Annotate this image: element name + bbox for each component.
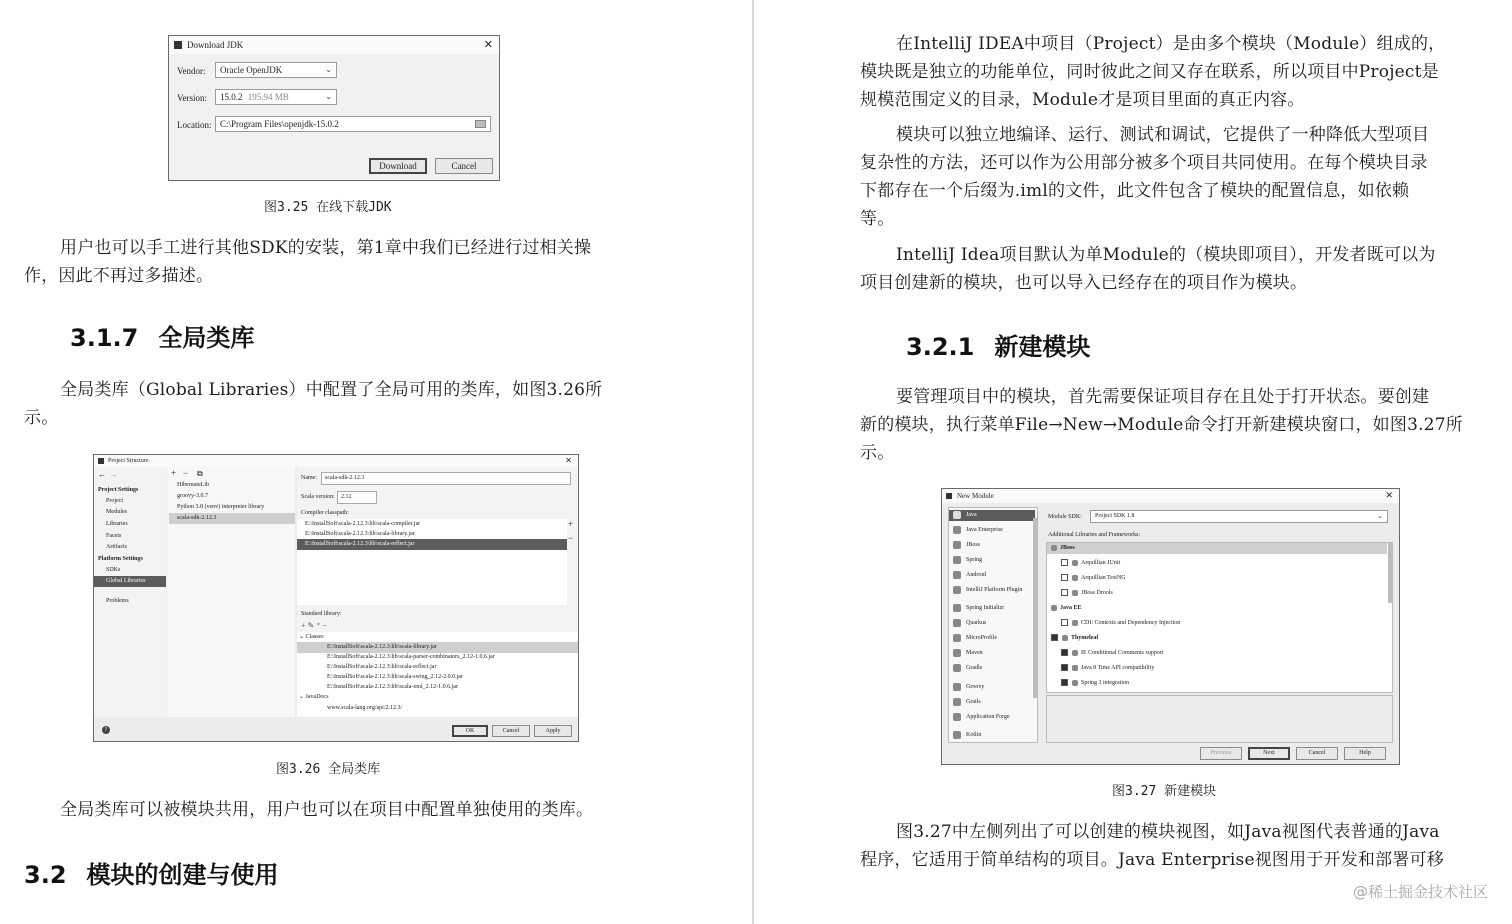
close-icon[interactable]: ✕ [1385,491,1393,501]
project-structure-dialog [93,454,579,742]
checkbox-checked[interactable] [1061,649,1068,656]
location-label: Location: [177,120,212,130]
nav-group-project-settings: Project Settings [98,487,139,493]
generator-label: Kotlin [966,732,982,738]
remove-icon[interactable]: − [183,468,189,478]
standard-library-tree [297,632,579,717]
framework-icon [1051,605,1057,611]
gradle-icon [953,664,961,672]
class-jar-item[interactable]: E:\InstallSoft\scala-2.12.3\lib\scala-reflect.jar [327,664,437,670]
ok-button[interactable]: OK [452,725,488,737]
checkbox[interactable] [1061,559,1068,566]
text-line: 作，因此不再过多描述。 [24,266,214,286]
scala-version-select[interactable]: 2.12 [337,491,377,504]
generator-item-java-enterprise[interactable] [953,525,1003,536]
framework-tree-row[interactable] [1047,663,1387,674]
heading-title: 新建模块 [994,333,1091,361]
scala-version-label: Scala version: [301,494,335,500]
dialog-title-bar [94,455,578,467]
groovy-icon [953,683,961,691]
help-icon[interactable]: ? [102,726,110,734]
generator-label: JBoss [966,542,981,548]
nav-item-problems[interactable]: Problems [106,598,129,604]
generator-label: Groovy [966,684,985,690]
generator-item-maven[interactable] [953,648,983,659]
paragraph-create-module [860,383,1463,467]
close-icon[interactable]: ✕ [483,38,493,51]
dialog-title: Project Structure [108,458,149,464]
library-list [167,467,295,717]
back-arrow-icon[interactable]: ← [98,470,106,479]
heading-title: 模块的创建与使用 [86,861,279,889]
javadoc-url[interactable]: www.scala-lang.org/api/2.12.3/ [327,705,403,711]
name-field[interactable]: scala-sdk-2.12.3 [321,472,571,485]
framework-icon [1072,680,1078,686]
paragraph-module-independence [860,121,1429,233]
generator-label: Quarkus [966,620,987,626]
generator-label: MicroProfile [966,635,997,641]
generator-label: Maven [966,650,983,656]
framework-tree-row[interactable] [1047,633,1387,644]
framework-label: JBoss [1060,545,1075,551]
intellij-icon [946,493,952,499]
framework-tree-row[interactable] [1047,603,1387,614]
version-value: 15.0.2 [220,92,243,102]
intellij-icon [98,458,104,464]
text-line: 规模范围定义的目录，Module才是项目里面的真正内容。 [860,90,1305,110]
text-line: 模块可以独立地编译、运行、测试和调试，它提供了一种降低大型项目 [896,125,1430,145]
cancel-button[interactable]: Cancel [435,158,493,174]
class-jar-item[interactable]: E:\InstallSoft\scala-2.12.3\lib\scala-parser-combinators_2.12-1.0.6.jar [327,654,495,660]
nav-item-artifacts[interactable]: Artifacts [106,544,127,550]
framework-icon [1072,665,1078,671]
generator-item-microprofile[interactable] [953,633,997,644]
tree-node-classes[interactable]: ⌄ Classes [299,634,324,640]
chevron-down-icon: ⌄ [325,65,332,74]
module-sdk-select[interactable] [1090,510,1388,523]
kotlin-icon [953,731,961,739]
checkbox[interactable] [1061,589,1068,596]
nav-group-platform-settings: Platform Settings [98,556,143,562]
classpath-item[interactable]: E:\InstallSoft\scala-2.12.3\lib\scala-compiler.jar [305,521,421,527]
paragraph-global-libraries [24,376,602,432]
left-page [0,0,752,924]
help-button[interactable]: Help [1344,747,1386,760]
dialog-title-bar [942,489,1399,503]
nav-item-modules[interactable]: Modules [106,509,127,515]
generator-label: IntelliJ Platform Plugin [966,587,1023,593]
vendor-label: Vendor: [177,66,206,76]
maven-icon [953,649,961,657]
tree-toolbar: + ✎ ⁺ − [301,621,327,630]
jboss-icon [953,541,961,549]
chevron-down-icon: ⌄ [325,92,332,101]
text-line: 复杂性的方法，还可以作为公用部分被多个项目共同使用。在每个模块目录 [860,153,1428,173]
microprofile-icon [953,634,961,642]
text-line: 在IntelliJ IDEA中项目（Project）是由多个模块（Module）组成的， [896,34,1446,54]
generator-item-android[interactable] [953,570,986,581]
classpath-list [297,519,567,605]
generator-label: Gradle [966,665,983,671]
module-sdk-label: Module SDK: [1048,514,1082,520]
add-icon[interactable]: + [568,519,574,529]
download-button[interactable]: Download [369,158,427,174]
text-line: 示。 [860,443,895,463]
generator-item-spring-initializr[interactable] [953,603,1004,614]
paragraph-project-modules [860,30,1445,114]
framework-label: Thymeleaf [1071,635,1099,641]
generator-item-intellij-plugin[interactable] [953,585,1022,596]
library-item[interactable]: groovy-3.0.7 [177,493,208,499]
new-module-dialog [941,488,1400,765]
module-generator-list [948,507,1038,743]
framework-tree-row[interactable] [1047,678,1387,689]
class-jar-item[interactable]: E:\InstallSoft\scala-2.12.3\lib\scala-xml_2.12-1.0.6.jar [327,684,458,690]
heading-number: 3.1.7 [70,324,139,352]
text-line: 下都存在一个后缀为.iml的文件，此文件包含了模块的配置信息，如依赖 [860,181,1410,201]
scrollbar[interactable] [1388,543,1392,603]
settings-nav [94,467,166,717]
version-size: 195.94 MB [247,92,289,102]
framework-tree-row[interactable] [1047,618,1387,629]
generator-item-quarkus[interactable] [953,618,986,629]
classes-label: Classes [305,634,324,640]
text-line: 项目创建新的模块，也可以导入已经存在的项目作为模块。 [860,273,1308,293]
paragraph-single-module [860,241,1436,297]
checkbox-checked[interactable] [1061,664,1068,671]
framework-label: Arquillian JUnit [1081,560,1121,566]
framework-icon [1062,635,1068,641]
vendor-value: Oracle OpenJDK [220,65,283,75]
generator-item-java[interactable] [949,510,1035,521]
version-label: Version: [177,93,207,103]
spring-icon [953,556,961,564]
framework-tree-row[interactable] [1047,648,1387,659]
framework-label: IE Conditional Comments support [1081,650,1164,656]
add-icon[interactable]: + [171,468,177,478]
vendor-select[interactable] [215,62,337,78]
plugin-icon [953,586,961,594]
generator-item-jboss[interactable] [953,540,980,551]
text-line: 用户也可以手工进行其他SDK的安装，第1章中我们已经进行过相关操 [60,238,592,258]
framework-tree-row[interactable] [1047,573,1387,584]
dialog-title: Download JDK [187,40,244,50]
location-field[interactable] [215,116,491,132]
frameworks-tree [1046,542,1393,693]
application-forge-icon [953,713,961,721]
heading-number: 3.2.1 [906,333,975,361]
quarkus-icon [953,619,961,627]
framework-icon [1051,545,1057,551]
framework-label: JBoss Drools [1081,590,1113,596]
generator-label: Grails [966,699,981,705]
nav-item-facets[interactable]: Facets [106,533,122,539]
checkbox[interactable] [1061,619,1068,626]
generator-label: Android [966,572,986,578]
text-line: 全局类库可以被模块共用，用户也可以在项目中配置单独使用的类库。 [60,800,594,820]
nav-item-project[interactable]: Project [106,498,123,504]
generator-label: Java Enterprise [966,527,1003,533]
framework-icon [1072,560,1078,566]
close-icon[interactable]: ✕ [565,456,572,465]
module-sdk-value: Project SDK 1.8 [1095,513,1135,519]
previous-button[interactable]: Previous [1200,747,1242,760]
framework-label: Arquillian TestNG [1081,575,1126,581]
dialog-title-bar [169,36,499,54]
section-heading-3-2-1 [906,327,1090,362]
compiler-classpath-label: Compiler classpath: [301,510,349,516]
javadocs-label: JavaDocs [305,694,329,700]
paragraph-shared-libraries [24,796,593,824]
library-item[interactable]: HibernateLib [177,482,209,488]
additional-libraries-label: Additional Libraries and Frameworks: [1048,532,1141,538]
library-detail [297,467,579,717]
standard-library-label: Standard library: [301,611,342,617]
generator-label: Java [966,512,977,518]
folder-icon[interactable] [475,120,486,128]
generator-item-application-forge[interactable] [953,712,1010,723]
text-line: 模块既是独立的功能单位，同时彼此之间又存在联系，所以项目中Project是 [860,62,1439,82]
heading-number: 3.2 [24,861,67,889]
framework-label: Java 8 Time API compatibility [1081,665,1155,671]
framework-label: Spring 3 integration [1081,680,1129,686]
version-select[interactable] [215,89,337,105]
figure-caption-3-26: 图3.26 全局类库 [276,762,381,777]
nav-item-global-libraries[interactable]: Global Libraries [94,576,166,587]
spring-initializr-icon [953,604,961,612]
checkbox-checked[interactable] [1051,634,1058,641]
tree-node-javadocs[interactable]: ⌄ JavaDocs [299,694,329,700]
intellij-icon [174,41,182,49]
download-jdk-dialog [168,35,500,181]
generator-label: Spring [966,557,983,563]
dialog-title: New Module [957,492,994,500]
checkbox-checked[interactable] [1061,679,1068,686]
generator-item-grails[interactable] [953,697,981,708]
text-line: 示。 [24,408,59,428]
framework-icon [1072,650,1078,656]
framework-label: Java EE [1060,605,1082,611]
text-line: 新的模块，执行菜单File→New→Module命令打开新建模块窗口，如图3.27所 [860,415,1463,435]
nav-item-sdks[interactable]: SDKs [106,567,121,573]
class-jar-item[interactable]: E:\InstallSoft\scala-2.12.3\lib\scala-library.jar [297,642,579,653]
nav-item-libraries[interactable]: Libraries [106,521,128,527]
library-item-selected[interactable]: scala-sdk-2.12.3 [169,513,295,524]
framework-tree-row[interactable] [1047,558,1387,569]
text-line: 图3.27中左侧列出了可以创建的模块视图，如Java视图代表普通的Java [896,822,1440,842]
watermark: @稀土掘金技术社区 [1352,883,1488,901]
framework-icon [1072,575,1078,581]
paragraph-module-views [860,818,1444,874]
library-item[interactable]: Python 3.8 (venv) interpreter library [177,504,265,510]
cancel-button[interactable]: Cancel [1296,747,1338,760]
generator-item-spring[interactable] [953,555,982,566]
framework-description [1046,695,1393,743]
name-label: Name: [301,475,317,481]
text-line: 等。 [860,209,895,229]
scrollbar[interactable] [1033,518,1037,698]
section-heading-3-2 [24,855,279,890]
cancel-button[interactable]: Cancel [492,725,530,737]
framework-icon [1072,590,1078,596]
android-icon [953,571,961,579]
paragraph-sdk-install [24,234,591,290]
figure-caption-3-25: 图3.25 在线下载JDK [264,200,392,215]
remove-icon[interactable]: − [568,533,574,543]
classpath-item-selected[interactable]: E:\InstallSoft\scala-2.12.3\lib\scala-reflect.jar [297,539,567,550]
next-button[interactable]: Next [1248,747,1290,760]
classpath-item[interactable]: E:\InstallSoft\scala-2.12.3\lib\scala-library.jar [305,531,415,537]
text-line: 程序，它适用于简单结构的项目。Java Enterprise视图用于开发和部署可移 [860,850,1444,870]
section-heading-3-1-7 [70,318,254,353]
generator-item-gradle[interactable] [953,663,982,674]
framework-tree-row[interactable] [1047,543,1387,554]
framework-tree-row[interactable] [1047,588,1387,599]
checkbox[interactable] [1061,574,1068,581]
heading-title: 全局类库 [158,324,255,352]
text-line: IntelliJ Idea项目默认为单Module的（模块即项目），开发者既可以为 [896,245,1436,265]
right-page [754,0,1512,924]
generator-item-groovy[interactable] [953,682,984,693]
java-icon [953,511,961,519]
framework-label: CDI: Contexts and Dependency Injection [1081,620,1181,626]
generator-label: Application Forge [966,714,1010,720]
text-line: 要管理项目中的模块，首先需要保证项目存在且处于打开状态。要创建 [896,387,1430,407]
framework-icon [1072,620,1078,626]
apply-button[interactable]: Apply [534,725,572,737]
copy-icon[interactable]: ⧉ [197,469,203,478]
generator-item-kotlin[interactable] [953,730,981,741]
figure-caption-3-27: 图3.27 新建模块 [1112,784,1217,799]
generator-label: Spring Initializr [966,605,1005,611]
class-jar-item[interactable]: E:\InstallSoft\scala-2.12.3\lib\scala-swing_2.12-2.0.0.jar [327,674,463,680]
chevron-down-icon: ⌄ [1377,512,1383,520]
java-enterprise-icon [953,526,961,534]
location-value: C:\Program Files\openjdk-15.0.2 [220,119,339,129]
grails-icon [953,698,961,706]
forward-arrow-icon[interactable]: → [110,470,118,479]
text-line: 全局类库（Global Libraries）中配置了全局可用的类库，如图3.26所 [60,380,603,400]
